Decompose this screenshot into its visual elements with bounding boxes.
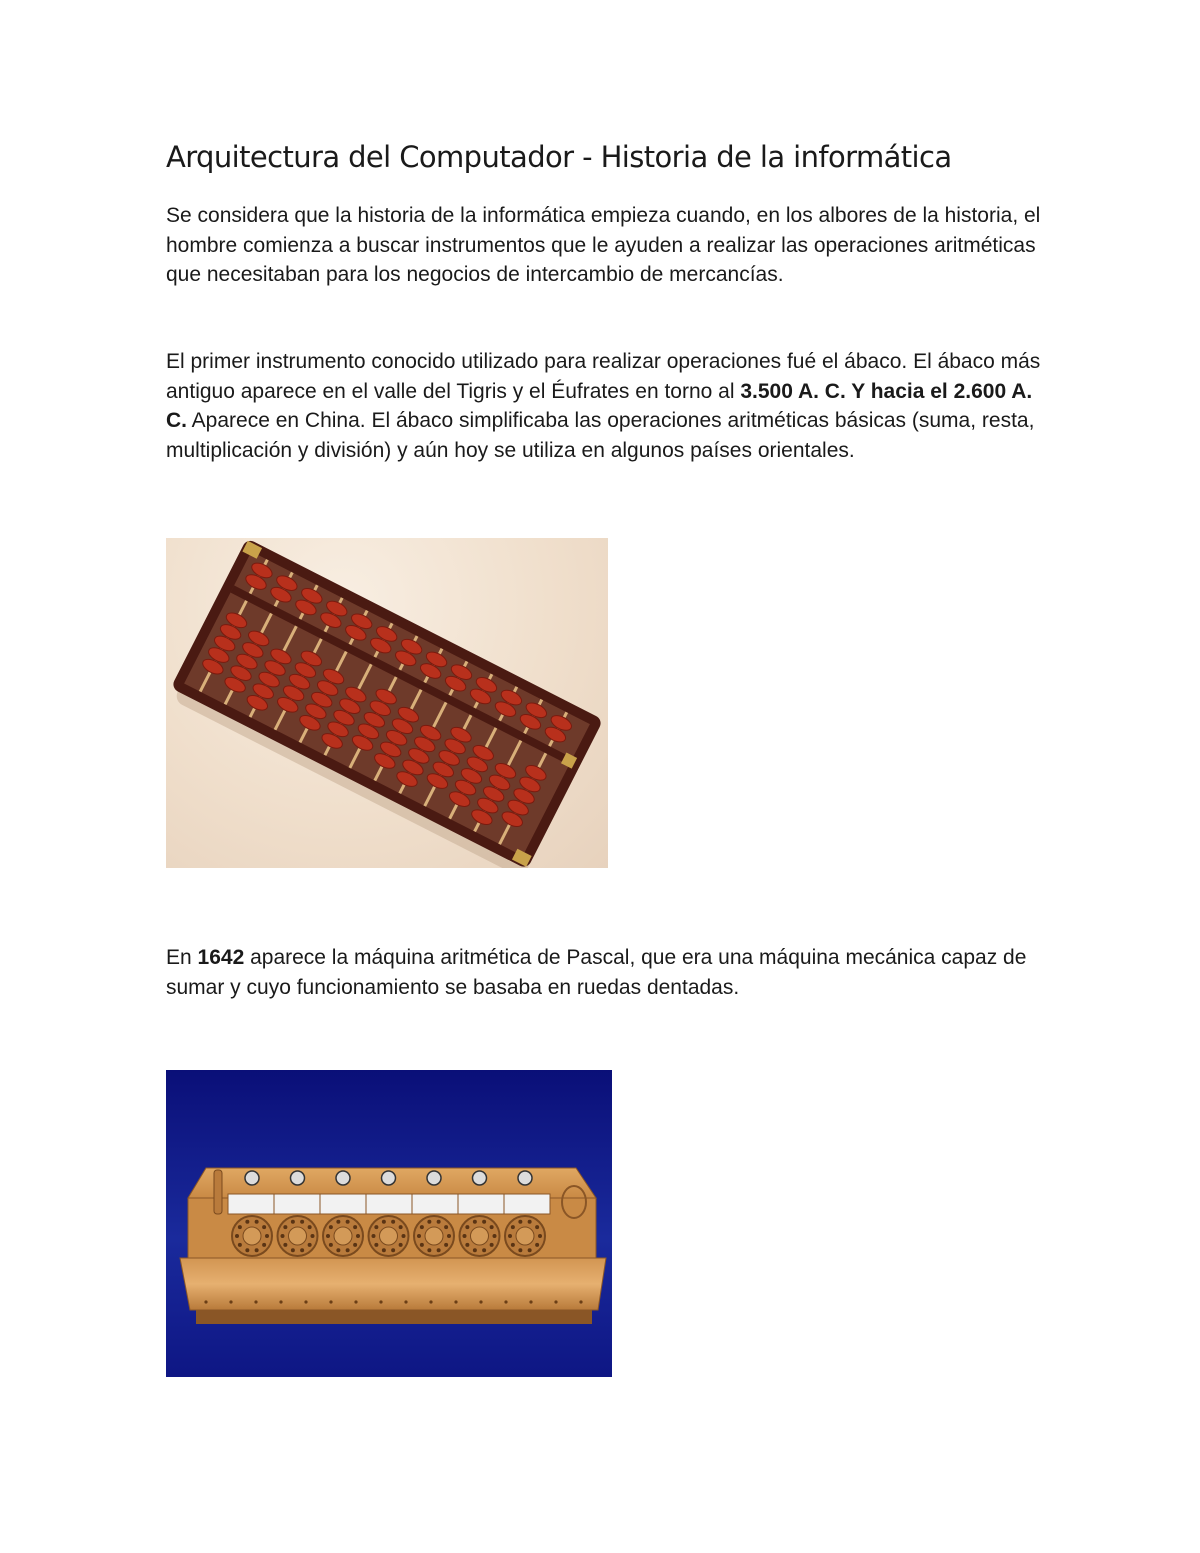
pascaline-wheel-hole bbox=[482, 1248, 486, 1252]
pascaline-rivet bbox=[379, 1300, 382, 1303]
paragraph-abacus-dates: 3.500 A. C. Y hacia el 2.600 A. C. bbox=[166, 379, 1033, 432]
pascaline-wheel-hole bbox=[238, 1243, 242, 1247]
pascaline-rivet bbox=[354, 1300, 357, 1303]
pascaline-wheel-hole bbox=[356, 1234, 360, 1238]
pascaline-wheel-hole bbox=[518, 1220, 522, 1224]
abacus-photo bbox=[166, 538, 608, 868]
pascaline-wheel-hole bbox=[535, 1243, 539, 1247]
pascaline-wheel-hub bbox=[243, 1227, 261, 1245]
pascaline-rivet bbox=[529, 1300, 532, 1303]
pascaline-wheel-hub bbox=[289, 1227, 307, 1245]
pascaline-knob bbox=[473, 1171, 487, 1185]
pascaline-wheel-hole bbox=[511, 1243, 515, 1247]
pascaline-wheel-hole bbox=[265, 1234, 269, 1238]
pascaline-wheel-hole bbox=[528, 1220, 532, 1224]
pascaline-wheel-hole bbox=[420, 1225, 424, 1229]
pascaline-wheel-hole bbox=[245, 1220, 249, 1224]
pascaline-wheel-hole bbox=[463, 1234, 467, 1238]
pascaline-wheel-hole bbox=[346, 1248, 350, 1252]
pascaline-wheel-hole bbox=[245, 1248, 249, 1252]
pascaline-knob bbox=[291, 1171, 305, 1185]
pascaline-wheel-hole bbox=[291, 1248, 295, 1252]
pascaline-wheel-hole bbox=[283, 1243, 287, 1247]
pascaline-wheel-hole bbox=[300, 1220, 304, 1224]
pascaline-wheel-hole bbox=[262, 1225, 266, 1229]
pascaline-wheel-hole bbox=[473, 1248, 477, 1252]
pascaline-wheel-hole bbox=[353, 1225, 357, 1229]
pascaline-wheel-hole bbox=[336, 1248, 340, 1252]
pascaline-wheel-hole bbox=[444, 1243, 448, 1247]
paragraph-abacus-text-a: El primer instrumento conocido utilizado para realizar operaciones fué el ábaco. El ábaco más antiguo aparece en el valle del Tigris y el Éufrates en torno al bbox=[166, 350, 1041, 403]
pascaline-wheel-hole bbox=[281, 1234, 285, 1238]
paragraph-pascal bbox=[166, 943, 1046, 1002]
pascaline-photo bbox=[166, 1070, 612, 1377]
pascaline-wheel-hole bbox=[490, 1225, 494, 1229]
pascaline-rivet bbox=[429, 1300, 432, 1303]
pascaline-wheel-hole bbox=[417, 1234, 421, 1238]
pascaline-result-window bbox=[228, 1194, 550, 1214]
pascaline-wheel-hole bbox=[402, 1234, 406, 1238]
pascaline-wheel-hole bbox=[255, 1220, 259, 1224]
pascaline-wheel-hole bbox=[283, 1225, 287, 1229]
pascaline-wheel-hole bbox=[262, 1243, 266, 1247]
pascaline-wheel-hole bbox=[465, 1243, 469, 1247]
pascaline-wheel-hole bbox=[291, 1220, 295, 1224]
pascaline-wheel-hole bbox=[382, 1248, 386, 1252]
pascaline-wheel-hole bbox=[427, 1220, 431, 1224]
pascaline-wheel-hole bbox=[447, 1234, 451, 1238]
pascaline-knob bbox=[245, 1171, 259, 1185]
paragraph-abacus bbox=[166, 347, 1046, 465]
pascaline-rivet bbox=[304, 1300, 307, 1303]
pascaline-wheel-hole bbox=[444, 1225, 448, 1229]
pascaline-wheel-hole bbox=[511, 1225, 515, 1229]
pascaline-wheel-hole bbox=[336, 1220, 340, 1224]
pascaline-rivet bbox=[229, 1300, 232, 1303]
pascaline-wheel-hole bbox=[465, 1225, 469, 1229]
pascaline-wheel-hole bbox=[329, 1243, 333, 1247]
pascaline-wheel-hole bbox=[346, 1220, 350, 1224]
pascaline-wheel-hole bbox=[391, 1248, 395, 1252]
pascaline-illustration bbox=[166, 1070, 612, 1377]
paragraph-pascal-year: 1642 bbox=[197, 946, 245, 969]
pascaline-wheel-hole bbox=[473, 1220, 477, 1224]
pascaline-base bbox=[196, 1310, 592, 1324]
pascaline-knob bbox=[518, 1171, 532, 1185]
pascaline-rivet bbox=[479, 1300, 482, 1303]
pascaline-wheel-hole bbox=[238, 1225, 242, 1229]
pascaline-wheel-hole bbox=[382, 1220, 386, 1224]
pascaline-knob bbox=[427, 1171, 441, 1185]
pascaline-wheel-hole bbox=[528, 1248, 532, 1252]
pascaline-wheel-hole bbox=[329, 1225, 333, 1229]
pascaline-wheel-hole bbox=[235, 1234, 239, 1238]
paragraph-pascal-text-b: aparece la máquina aritmética de Pascal, que era una máquina mecánica capaz de sumar y cuyo funcionamiento se basaba en ruedas dentadas. bbox=[166, 946, 1027, 999]
pascaline-wheel-hub bbox=[516, 1227, 534, 1245]
pascaline-wheel-hole bbox=[374, 1225, 378, 1229]
abacus-illustration bbox=[166, 538, 608, 868]
pascaline-rivet bbox=[579, 1300, 582, 1303]
pascaline-wheel-hole bbox=[508, 1234, 512, 1238]
paragraph-pascal-text-a: En bbox=[166, 946, 198, 969]
document-title: Arquitectura del Computador - Historia de la informática bbox=[166, 140, 952, 174]
pascaline-wheel-hole bbox=[538, 1234, 542, 1238]
pascaline-wheel-hub bbox=[334, 1227, 352, 1245]
pascaline-wheel-hole bbox=[399, 1243, 403, 1247]
pascaline-wheel-hole bbox=[353, 1243, 357, 1247]
pascaline-wheel-hole bbox=[255, 1248, 259, 1252]
pascaline-rivet bbox=[279, 1300, 282, 1303]
pascaline-wheel-hole bbox=[427, 1248, 431, 1252]
pascaline-wheel-hole bbox=[420, 1243, 424, 1247]
paragraph-abacus-text-b: Aparece en China. El ábaco simplificaba las operaciones aritméticas básicas (suma, resta, multiplicación y división) y aún hoy se utiliza en algunos países orientales. bbox=[166, 409, 1035, 462]
pascaline-wheel-hole bbox=[391, 1220, 395, 1224]
pascaline-wheel-hole bbox=[374, 1243, 378, 1247]
pascaline-wheel-hole bbox=[308, 1243, 312, 1247]
pascaline-wheel-hole bbox=[490, 1243, 494, 1247]
pascaline-wheel-hole bbox=[311, 1234, 315, 1238]
pascaline-wheel-hole bbox=[437, 1220, 441, 1224]
pascaline-rivet bbox=[554, 1300, 557, 1303]
pascaline-wheel-hole bbox=[437, 1248, 441, 1252]
pascaline-wheel-hole bbox=[482, 1220, 486, 1224]
pascaline-wheel-hole bbox=[518, 1248, 522, 1252]
pascaline-rivet bbox=[204, 1300, 207, 1303]
pascaline-rivet bbox=[404, 1300, 407, 1303]
pascaline-wheel-hole bbox=[372, 1234, 376, 1238]
pascaline-rivet bbox=[454, 1300, 457, 1303]
pascaline-wheel-hole bbox=[399, 1225, 403, 1229]
pascaline-wheel-hub bbox=[380, 1227, 398, 1245]
pascaline-wheel-hole bbox=[300, 1248, 304, 1252]
paragraph-intro: Se considera que la historia de la informática empieza cuando, en los albores de la historia, el hombre comienza a buscar instrumentos que le ayuden a realizar las operaciones aritméticas que necesitaban para los negocios de intercambio de mercancías. bbox=[166, 204, 1041, 286]
pascaline-wheel-hole bbox=[308, 1225, 312, 1229]
pascaline-stylus bbox=[214, 1170, 222, 1214]
pascaline-wheel-hub bbox=[425, 1227, 443, 1245]
pascaline-front bbox=[180, 1258, 606, 1310]
pascaline-wheel-hole bbox=[535, 1225, 539, 1229]
pascaline-knob bbox=[336, 1171, 350, 1185]
pascaline-rivet bbox=[504, 1300, 507, 1303]
pascaline-wheel-hub bbox=[471, 1227, 489, 1245]
pascaline-knob bbox=[382, 1171, 396, 1185]
pascaline-rivet bbox=[254, 1300, 257, 1303]
pascaline-rivet bbox=[329, 1300, 332, 1303]
pascaline-wheel-hole bbox=[493, 1234, 497, 1238]
pascaline-wheel-hole bbox=[326, 1234, 330, 1238]
